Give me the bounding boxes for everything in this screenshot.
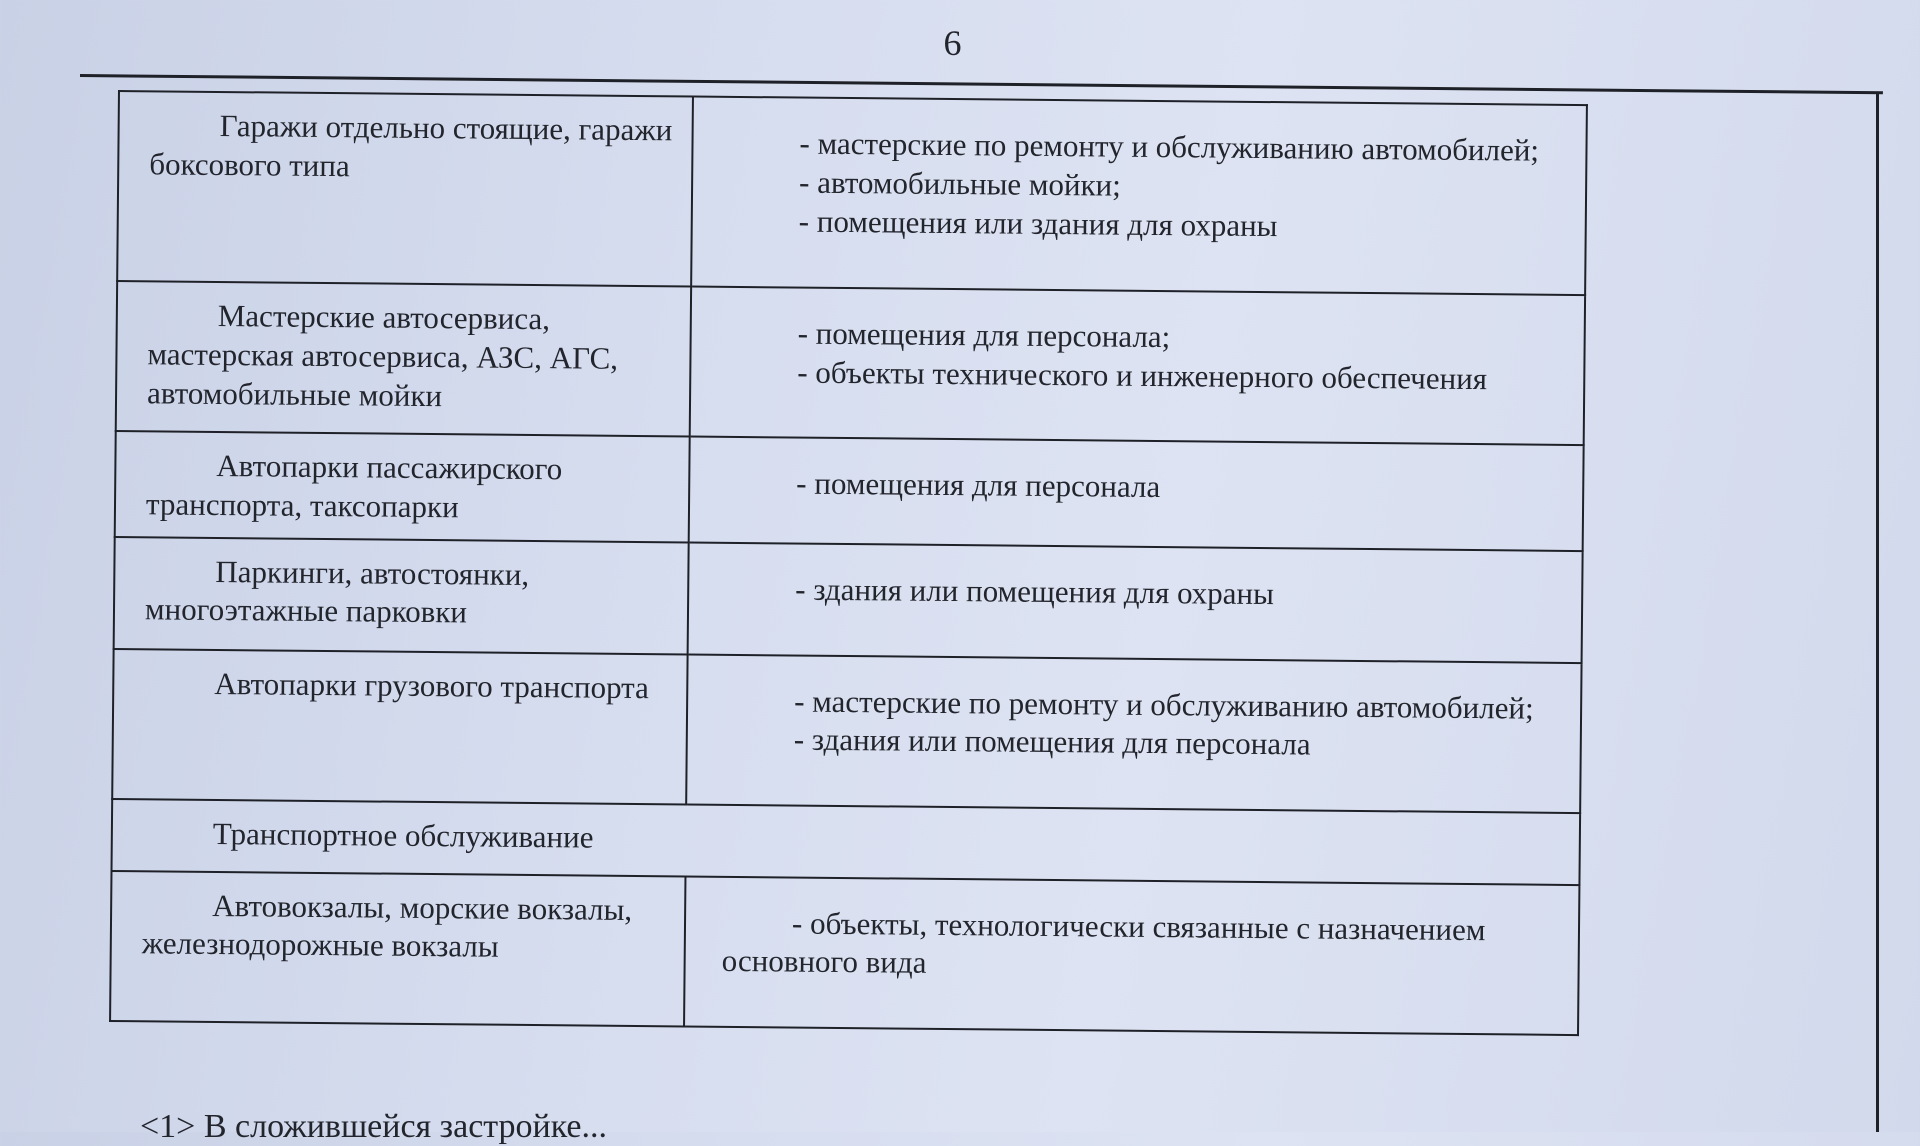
auxiliary-uses-cell: [688, 542, 1583, 663]
main-use-cell: [116, 281, 691, 437]
table-row: [114, 536, 1583, 662]
auxiliary-use-item: - мастерские по ремонту и обслуживанию автомобилей;: [794, 683, 1534, 726]
table-row: [115, 431, 1584, 551]
page-number: 6: [943, 23, 962, 63]
main-use-text: Паркинги, автостоянки, многоэтажные парковки: [144, 553, 530, 630]
main-use-text: Мастерские автосервиса, мастерская автосервиса, АЗС, АГС, автомобильные мойки: [146, 297, 619, 413]
main-use-text: Автопарки пассажирского транспорта, таксопарки: [145, 447, 563, 525]
main-use-text: Гаражи отдельно стоящие, гаражи боксового типа: [149, 107, 673, 183]
auxiliary-use-item: - здания или помещения для персонала: [793, 721, 1311, 762]
auxiliary-uses-cell: [691, 97, 1587, 296]
main-use-cell: [114, 536, 689, 654]
main-use-cell: [115, 431, 690, 542]
main-use-cell: [110, 870, 685, 1026]
footnote: <1> В сложившейся застройке...: [140, 1108, 608, 1145]
table-row: [116, 281, 1585, 445]
table-row: [112, 648, 1581, 812]
main-use-cell: [117, 91, 693, 287]
table-row: [110, 870, 1579, 1034]
permitted-uses-table-wrapper: [109, 90, 1588, 1036]
page-frame-line: [1876, 92, 1879, 1132]
main-use-text: Автопарки грузового транспорта: [214, 665, 649, 705]
auxiliary-use-item: - помещения для персонала;: [797, 315, 1171, 355]
section-heading-cell: Транспортное обслуживание: [112, 798, 1581, 884]
auxiliary-use-item: - мастерские по ремонту и обслуживанию автомобилей;: [799, 125, 1540, 168]
auxiliary-uses-cell: [686, 654, 1581, 813]
auxiliary-uses-cell: [689, 437, 1584, 551]
main-use-cell: [112, 648, 687, 804]
auxiliary-use-item: - объекты, технологически связанные с назначением основного вида: [721, 905, 1486, 981]
auxiliary-use-item: - помещения или здания для охраны: [798, 203, 1278, 243]
table-row: [117, 91, 1587, 295]
permitted-uses-table: [109, 90, 1588, 1036]
auxiliary-use-item: - здания или помещения для охраны: [795, 571, 1275, 611]
main-use-text: Автовокзалы, морские вокзалы, железнодорожные вокзалы: [141, 887, 633, 964]
auxiliary-uses-cell: [684, 876, 1579, 1035]
auxiliary-use-item: - помещения для персонала: [796, 465, 1161, 505]
auxiliary-use-item: - автомобильные мойки;: [798, 164, 1122, 203]
auxiliary-use-item: - объекты технического и инженерного обеспечения: [797, 354, 1488, 396]
auxiliary-uses-cell: [690, 287, 1585, 446]
table-body: [110, 91, 1587, 1035]
